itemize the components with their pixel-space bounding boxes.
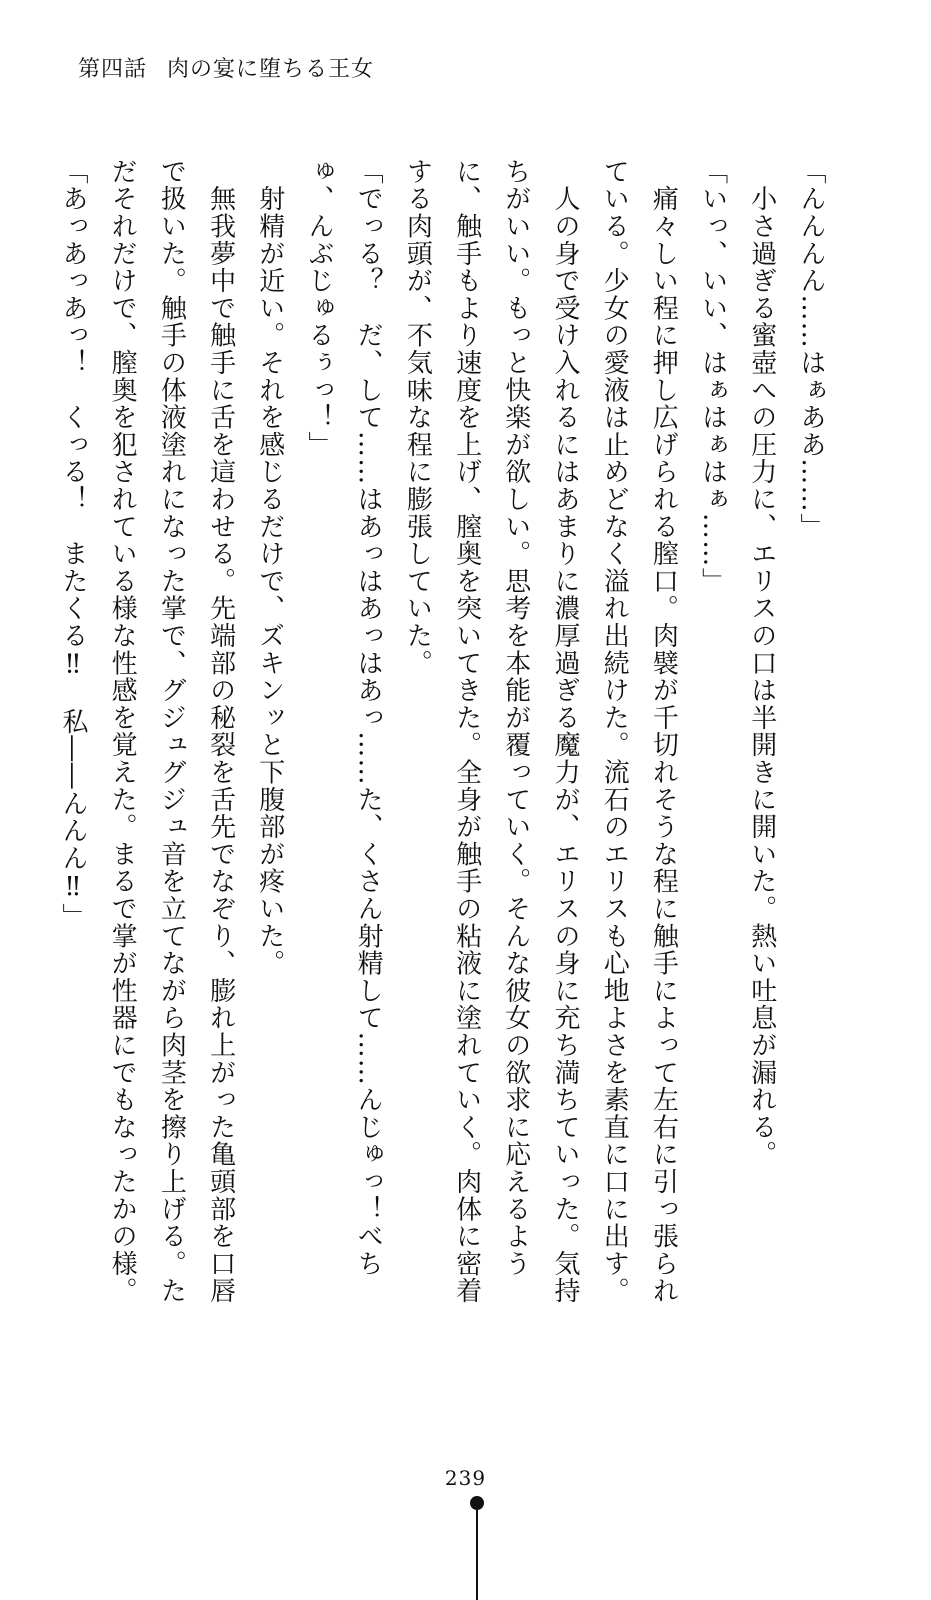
paragraph: 小さ過ぎる蜜壺への圧力に、エリスの口は半開きに開いた。熱い吐息が漏れる。 xyxy=(746,158,777,1169)
paragraph: 痛々しい程に押し広げられる膣口。肉襞が千切れそうな程に触手によって左右に引っ張られている。少女の愛液は止めどなく溢れ出続けた。流石のエリスも心地よさを素直に口に出す。 xyxy=(599,158,679,1305)
paragraph: 「あっあっあっ！ くっる！ またくる‼ 私――んんん‼」 xyxy=(57,158,88,931)
page-marker-dot-icon xyxy=(470,1496,484,1510)
running-head xyxy=(78,52,374,83)
chapter-title: 肉の宴に堕ちる王女 xyxy=(167,57,375,82)
paragraph: 「いっ、いい、はぁはぁはぁ……」 xyxy=(697,158,728,595)
novel-body-text xyxy=(48,158,835,1308)
chapter-number: 第四話 xyxy=(78,57,148,82)
page-number: 239 xyxy=(444,1466,487,1490)
paragraph: 人の身で受け入れるにはあまりに濃厚過ぎる魔力が、エリスの身に充ち満ちていった。気持ちがいい。もっと快楽が欲しい。思考を本能が覆っていく。そんな彼女の欲求に応えるように、触手もより速度を上げ、膣奥を突いてきた。全身が触手の粘液に塗れていく。肉体に密着する肉頭が、不気味な程に膨張していた。 xyxy=(402,158,580,1305)
paragraph: 「でっる？ だ、して……はあっはあっはあっ……た、くさん射精して……んじゅっ！べちゅ、んぶじゅるぅっ！」 xyxy=(303,158,384,1278)
page-marker-line xyxy=(476,1510,478,1600)
paragraph: 無我夢中で触手に舌を這わせる。先端部の秘裂を舌先でなぞり、膨れ上がった亀頭部を口唇で扱いた。触手の体液塗れになった掌で、グジュグジュ音を立てながら肉茎を擦り上げる。ただそれだけで、膣奥を犯されている様な性感を覚えた。まるで掌が性器にでもなったかの様。 xyxy=(107,158,236,1305)
paragraph: 射精が近い。それを感じるだけで、ズキンッと下腹部が疼いた。 xyxy=(254,158,285,977)
paragraph: 「んんんん……はぁああ……」 xyxy=(796,158,826,541)
